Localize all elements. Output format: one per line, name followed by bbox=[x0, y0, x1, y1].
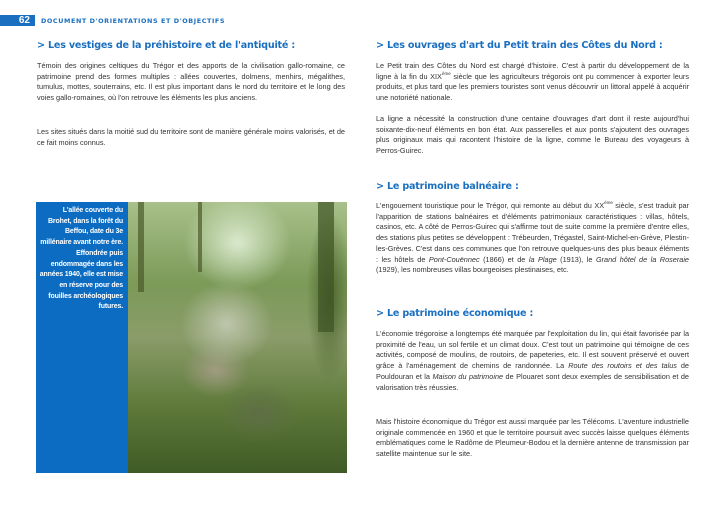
paragraph: Les sites situés dans la moitié sud du territoire sont de manière générale moins valorisés, et de ce fait moins connus. bbox=[37, 127, 345, 147]
italic-text: Pont-Couënnec bbox=[428, 254, 480, 264]
italic-text: Maison du patrimoine bbox=[432, 371, 504, 381]
superscript: ème bbox=[441, 70, 451, 76]
paragraph: Témoin des origines celtiques du Trégor et des apports de la civilisation gallo-romaine, ce patrimoine prend des formes multiples : allées couvertes, dolmens, menhirs, mégalithes, tumulus, mottes, souterrains, etc. Il est plus important dans le nord du territoire et le long des voies gallo-romaines, où l'on retrouve les éléments les plus anciens. bbox=[37, 61, 345, 103]
forest-photo bbox=[128, 202, 347, 473]
text: de Pouldouran et la bbox=[376, 361, 689, 381]
text: (1913), le bbox=[556, 254, 596, 264]
text: (1929), les nombreuses villas bourgeoises plestinaises, etc. bbox=[376, 265, 569, 275]
text: L'engouement touristique pour le Trégor, qui remonte au début du XX bbox=[376, 201, 605, 210]
page-number: 62 bbox=[0, 15, 35, 26]
section-heading-balneaire: > Le patrimoine balnéaire : bbox=[376, 181, 519, 192]
paragraph bbox=[376, 329, 689, 393]
text: L'économie trégoroise a longtemps été marquée par l'exploitation du lin, qui était favorisée par la proximité de l'eau, un sol fertile et un climat doux. C'est tout un patrimoine qui témoigne de ces activités, composé de moulins, de routoirs, de papeteries, etc. Il est souvent préservé et ouvert grâce à l'aménagement de chemins de randonnée. La bbox=[376, 329, 689, 371]
italic-text: Route des routoirs et des talus bbox=[568, 361, 677, 371]
caption-box bbox=[36, 202, 128, 473]
italic-text: la Plage bbox=[528, 254, 557, 264]
section-heading-prehistory: > Les vestiges de la préhistoire et de l'antiquité : bbox=[37, 40, 296, 51]
superscript: ème bbox=[604, 200, 613, 205]
running-title: DOCUMENT D'ORIENTATIONS ET D'OBJECTIFS bbox=[41, 17, 226, 25]
section-heading-petit-train: > Les ouvrages d'art du Petit train des Côtes du Nord : bbox=[376, 40, 663, 51]
text: siècle que les agriculteurs trégorois ont pu commencer à exporter leurs produits, et plus tard que les premiers touristes sont venus découvrir un littoral appelé à acquérir une notoriété nationale. bbox=[376, 71, 689, 103]
paragraph: Mais l'histoire économique du Trégor est aussi marquée par les Télécoms. L'aventure industrielle originale commencée en 1960 et que le territoire poursuit avec succès laisse quelques éléments emblématiques come le Radôme de Pleumeur-Bodou et la dernière antenne de transmission par satellite maintenue sur le site. bbox=[376, 417, 689, 459]
section-heading-economique: > Le patrimoine économique : bbox=[376, 308, 534, 319]
text: de Plouaret sont deux exemples de sensibilisation et de valorisation très réussies. bbox=[376, 371, 689, 392]
italic-text: Grand hôtel de la Roseraie bbox=[595, 254, 689, 264]
text: (1866) et de bbox=[479, 254, 529, 264]
paragraph bbox=[376, 201, 689, 276]
paragraph bbox=[376, 61, 689, 104]
text: siècle, s'est traduit par l'apparition de stations balnéaires et d'éléments patrimoniaux caractéristiques : villas, hôtels, casinos, etc. A côté de Perros-Guirec qui s'affirme tout de suite comme la première d'entre elles, des stations plus petites se développent : Trébeurden, Trégastel, Saint-Michel-en-Grève, Plestin-les-Grèves. C'est dans ces communes que l'on retrouve quelques-uns des plus beaux éléments : les hôtels de bbox=[376, 201, 689, 264]
photo-caption: L'allée couverte du Brohet, dans la forêt du Beffou, date du 3e millénaire avant notre ère. Effondrée puis endommagée dans les années 1940, elle est mise en réserve pour des fouilles archéologiques futures. bbox=[39, 207, 123, 311]
paragraph: La ligne a nécessité la construction d'une centaine d'ouvrages d'art dont il reste aujourd'hui soixante-dix-neuf éléments en bon état. Aux passerelles et aux ponts s'ajoutent des ouvrages plus originaux mais qui racontent l'histoire de la ligne, comme le Bureau des voyageurs à Perros-Guirec. bbox=[376, 114, 689, 156]
text: Le Petit train des Côtes du Nord est chargé d'histoire. C'est à partir du développement de la ligne à la fin du XIX bbox=[376, 61, 689, 81]
